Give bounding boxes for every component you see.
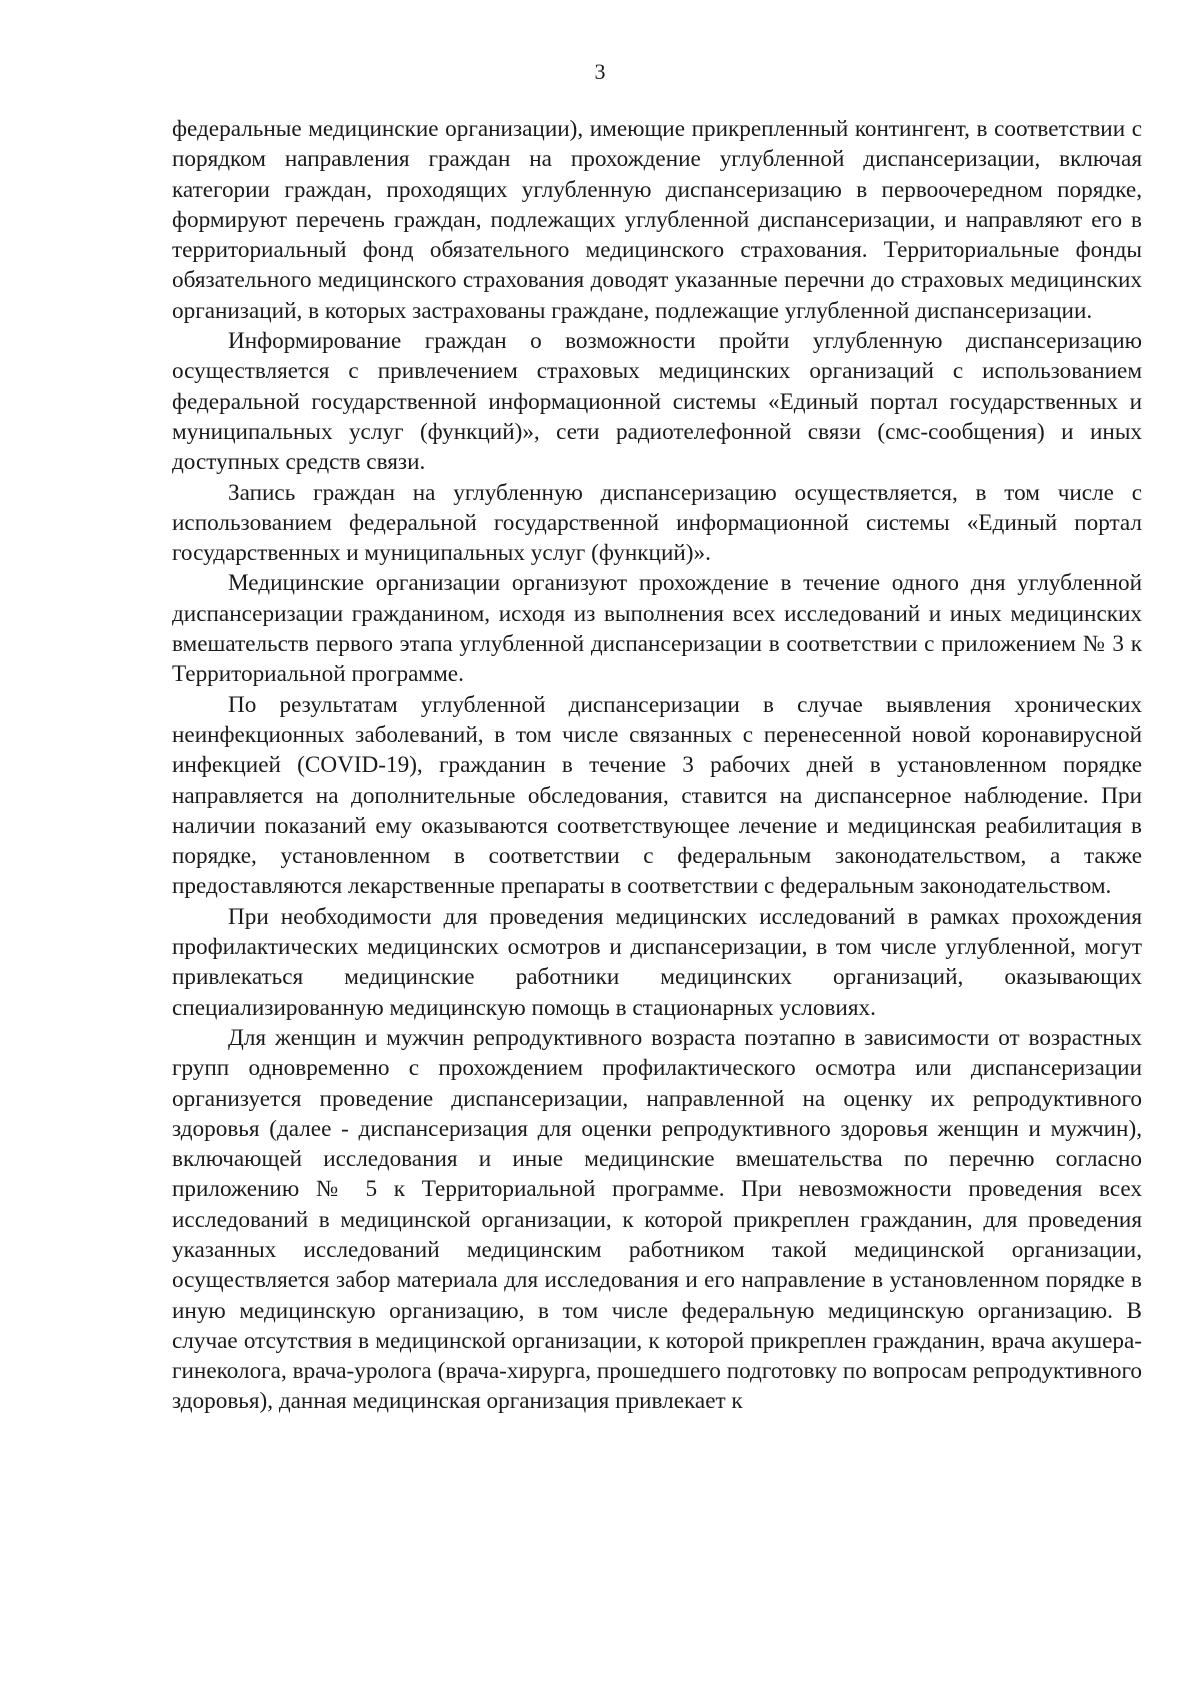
- paragraph-continuation: федеральные медицинские организации), имеющие прикрепленный контингент, в соответствии с порядком направления граждан на прохождение углубленной диспансеризации, включая категории граждан, проходящих углубленную диспансеризацию в первоочередном порядке, формируют перечень граждан, подлежащих углубленной диспансеризации, и направляют его в территориальный фонд обязательного медицинского страхования. Территориальные фонды обязательного медицинского страхования доводят указанные перечни до страховых медицинских организаций, в которых застрахованы граждане, подлежащие углубленной диспансеризации.: [172, 116, 1142, 324]
- paragraph-reproductive-health: Для женщин и мужчин репродуктивного возраста поэтапно в зависимости от возрастных групп одновременно с прохождением профилактического осмотра или диспансеризации организуется проведение диспансеризации, направленной на оценку их репродуктивного здоровья (далее - диспансеризация для оценки репродуктивного здоровья женщин и мужчин), включающей исследования и иные медицинские вмешательства по перечню согласно приложению № 5 к Территориальной программе. При невозможности проведения всех исследований в медицинской организации, к которой прикреплен гражданин, для проведения указанных исследований медицинским работником такой медицинской организации, осуществляется забор материала для исследования и его направление в установленном порядке в иную медицинскую организацию, в том числе федеральную медицинскую организацию. В случае отсутствия в медицинской организации, к которой прикреплен гражданин, врача акушера-гинеколога, врача-уролога (врача-хирурга, прошедшего подготовку по вопросам репродуктивного здоровья), данная медицинская организация привлекает к: [172, 1024, 1142, 1415]
- page-number: 3: [594, 59, 606, 84]
- document-body: [172, 114, 1142, 1417]
- paragraph-registration: Запись граждан на углубленную диспансеризацию осуществляется, в том числе с использованием федеральной государственной информационной системы «Единый портал государственных и муниципальных услуг (функций)».: [172, 479, 1142, 567]
- paragraph-specialists: При необходимости для проведения медицинских исследований в рамках прохождения профилактических медицинских осмотров и диспансеризации, в том числе углубленной, могут привлекаться медицинские работники медицинских организаций, оказывающих специализированную медицинскую помощь в стационарных условиях.: [172, 903, 1142, 1021]
- paragraph-results: По результатам углубленной диспансеризации в случае выявления хронических неинфекционных заболеваний, в том числе связанных с перенесенной новой коронавирусной инфекцией (COVID-19), гражданин в течение 3 рабочих дней в установленном порядке направляется на дополнительные обследования, ставится на диспансерное наблюдение. При наличии показаний ему оказываются соответствующее лечение и медицинская реабилитация в порядке, установленном в соответствии с федеральным законодательством, а также предоставляются лекарственные препараты в соответствии с федеральным законодательством.: [172, 691, 1142, 900]
- paragraph-one-day-exam: Медицинские организации организуют прохождение в течение одного дня углубленной диспансеризации гражданином, исходя из выполнения всех исследований и иных медицинских вмешательств первого этапа углубленной диспансеризации в соответствии с приложением № 3 к Территориальной программе.: [172, 570, 1142, 688]
- paragraph-informing: Информирование граждан о возможности пройти углубленную диспансеризацию осуществляется с привлечением страховых медицинских организаций с использованием федеральной государственной информационной системы «Единый портал государственных и муниципальных услуг (функций)», сети радиотелефонной связи (смс-сообщения) и иных доступных средств связи.: [172, 328, 1142, 476]
